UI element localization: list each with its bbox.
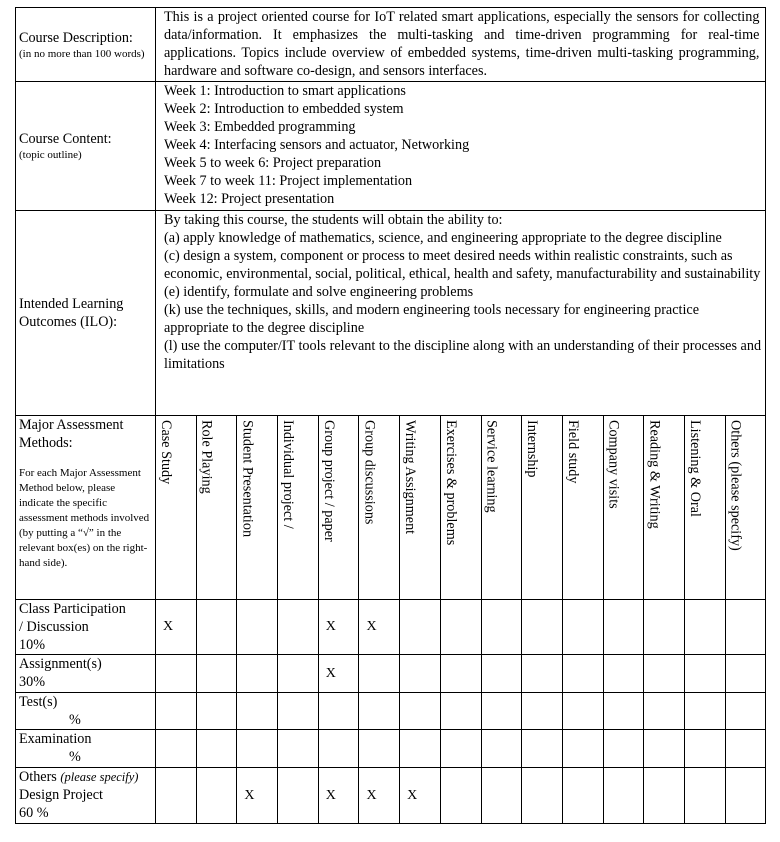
assessment-mark-cell [725, 768, 766, 824]
assessment-mark-cell [644, 655, 685, 693]
assessment-mark-cell [359, 655, 400, 693]
assessment-row-assignments [16, 655, 766, 693]
method-column-header: Internship [522, 416, 563, 600]
method-column-header: Group project / paper [318, 416, 359, 600]
assessment-mark-cell [156, 730, 197, 768]
ilo-line: (a) apply knowledge of mathematics, science, and engineering appropriate to the degree discipline [164, 230, 722, 246]
content-label-cell [16, 82, 156, 211]
method-column-header: Field study [562, 416, 603, 600]
assessment-mark-cell [278, 600, 319, 655]
assessment-mark-cell [400, 600, 441, 655]
ilo-list [156, 211, 766, 416]
assessment-row-label: Assignment(s) 30% [16, 655, 156, 693]
method-column-header: Others (please specify) [725, 416, 766, 600]
assessment-mark-cell [562, 600, 603, 655]
assessment-mark-cell: X [318, 768, 359, 824]
assessment-mark-cell [684, 600, 725, 655]
assessment-mark-cell [156, 768, 197, 824]
content-row [16, 82, 766, 211]
assessment-mark-cell [400, 730, 441, 768]
content-item: Week 3: Embedded programming [164, 119, 356, 135]
assessment-mark-cell [237, 655, 278, 693]
assessment-row-others [16, 768, 766, 824]
assessment-mark-cell [196, 655, 237, 693]
assessment-mark-cell: X [318, 600, 359, 655]
ilo-line: (e) identify, formulate and solve engineering problems [164, 284, 474, 300]
assessment-mark-cell [644, 730, 685, 768]
assessment-row-label: Class Participation / Discussion 10% [16, 600, 156, 655]
method-column-header: Service learning [481, 416, 522, 600]
description-label-cell [16, 8, 156, 82]
course-outline-table [15, 7, 766, 824]
assessment-mark-cell [196, 730, 237, 768]
description-sublabel: (in no more than 100 words) [19, 47, 145, 60]
assessment-mark-cell [440, 600, 481, 655]
assessment-mark-cell [562, 768, 603, 824]
assessment-mark-cell [603, 655, 644, 693]
assessment-mark-cell [725, 693, 766, 730]
assessment-mark-cell [684, 768, 725, 824]
method-column-header: Listening & Oral [684, 416, 725, 600]
content-label: Course Content: [19, 131, 112, 147]
ilo-line: (c) design a system, component or process to meet desired needs within realistic constraints, such as economic, environmental, social, political, ethical, health and safety, manufacturability and sustainability [164, 248, 761, 282]
assessment-mark-cell [725, 655, 766, 693]
method-column-header: Student Presentation [237, 416, 278, 600]
assessment-mark-cell [400, 693, 441, 730]
assessment-mark-cell [684, 693, 725, 730]
assessment-header-row [16, 416, 766, 600]
assessment-mark-cell [603, 600, 644, 655]
assessment-mark-cell [156, 655, 197, 693]
content-sublabel: (topic outline) [19, 149, 82, 161]
assessment-mark-cell [562, 655, 603, 693]
assessment-mark-cell [440, 655, 481, 693]
assessment-mark-cell [196, 768, 237, 824]
method-column-header: Reading & Writing [644, 416, 685, 600]
ilo-line: (l) use the computer/IT tools relevant to the discipline along with an understanding of their processes and limitations [164, 338, 762, 372]
assessment-label-cell [16, 416, 156, 600]
ilo-line: (k) use the techniques, skills, and modern engineering tools necessary for engineering practice appropriate to the degree discipline [164, 302, 700, 336]
assessment-mark-cell: X [237, 768, 278, 824]
assessment-mark-cell [644, 600, 685, 655]
assessment-mark-cell [440, 768, 481, 824]
method-column-header: Individual project / [278, 416, 319, 600]
content-item: Week 7 to week 11: Project implementation [164, 173, 413, 189]
assessment-mark-cell: X [359, 768, 400, 824]
method-column-header: Case Study [156, 416, 197, 600]
content-item: Week 1: Introduction to smart applications [164, 83, 406, 99]
assessment-mark-cell: X [318, 655, 359, 693]
assessment-mark-cell [684, 730, 725, 768]
description-label: Course Description: [19, 29, 133, 46]
method-column-header: Writing Assignment [400, 416, 441, 600]
assessment-mark-cell: X [400, 768, 441, 824]
ilo-label: Intended Learning Outcomes (ILO): [16, 211, 156, 416]
assessment-mark-cell [359, 730, 400, 768]
content-item: Week 12: Project presentation [164, 191, 335, 207]
assessment-row-tests [16, 693, 766, 730]
description-row [16, 8, 766, 82]
method-column-header: Role Playing [196, 416, 237, 600]
assessment-mark-cell [725, 600, 766, 655]
assessment-label: Major Assessment Methods: [19, 417, 124, 451]
assessment-mark-cell [603, 768, 644, 824]
assessment-mark-cell: X [359, 600, 400, 655]
method-column-header: Group discussions [359, 416, 400, 600]
content-list [156, 82, 766, 211]
assessment-mark-cell [481, 600, 522, 655]
assessment-mark-cell [522, 693, 563, 730]
assessment-mark-cell [278, 693, 319, 730]
assessment-mark-cell [725, 730, 766, 768]
assessment-mark-cell [522, 655, 563, 693]
assessment-mark-cell [481, 768, 522, 824]
assessment-mark-cell [440, 730, 481, 768]
assessment-row-label: Test(s) % [16, 693, 156, 730]
assessment-mark-cell [278, 768, 319, 824]
assessment-mark-cell [237, 730, 278, 768]
assessment-mark-cell [644, 768, 685, 824]
assessment-row-label: Examination % [16, 730, 156, 768]
content-item: Week 5 to week 6: Project preparation [164, 155, 382, 171]
content-item: Week 2: Introduction to embedded system [164, 101, 404, 117]
assessment-mark-cell [603, 693, 644, 730]
assessment-mark-cell [318, 730, 359, 768]
assessment-row-examination [16, 730, 766, 768]
assessment-mark-cell: X [156, 600, 197, 655]
assessment-mark-cell [278, 655, 319, 693]
assessment-mark-cell [603, 730, 644, 768]
assessment-mark-cell [196, 600, 237, 655]
assessment-mark-cell [481, 655, 522, 693]
method-column-header: Company visits [603, 416, 644, 600]
assessment-row-label: Others (please specify) Design Project 60 % [16, 768, 156, 824]
assessment-mark-cell [522, 600, 563, 655]
assessment-mark-cell [644, 693, 685, 730]
method-column-header: Exercises & problems [440, 416, 481, 600]
assessment-mark-cell [481, 730, 522, 768]
ilo-row [16, 211, 766, 416]
assessment-mark-cell [237, 600, 278, 655]
assessment-mark-cell [562, 730, 603, 768]
assessment-mark-cell [481, 693, 522, 730]
assessment-mark-cell [684, 655, 725, 693]
assessment-mark-cell [196, 693, 237, 730]
assessment-mark-cell [278, 730, 319, 768]
ilo-line: By taking this course, the students will obtain the ability to: [164, 212, 503, 228]
assessment-mark-cell [522, 768, 563, 824]
assessment-mark-cell [318, 693, 359, 730]
assessment-mark-cell [400, 655, 441, 693]
description-text: This is a project oriented course for IoT related smart applications, especially the sensors for collecting data/information. It emphasizes the multi-tasking and time-driven programming for real-time applications. Topics include overview of embedded systems, time-driven multi-tasking programming, hardware and software co-design, and sensors interfaces. [156, 8, 766, 82]
assessment-mark-cell [522, 730, 563, 768]
assessment-mark-cell [562, 693, 603, 730]
assessment-mark-cell [156, 693, 197, 730]
assessment-mark-cell [237, 693, 278, 730]
assessment-mark-cell [359, 693, 400, 730]
content-item: Week 4: Interfacing sensors and actuator, Networking [164, 137, 470, 153]
assessment-note: For each Major Assessment Method below, please indicate the specific assessment methods involved (by putting a “√” in the relevant box(es) on the right-hand side). [19, 467, 150, 569]
assessment-row-class-participation [16, 600, 766, 655]
assessment-mark-cell [440, 693, 481, 730]
